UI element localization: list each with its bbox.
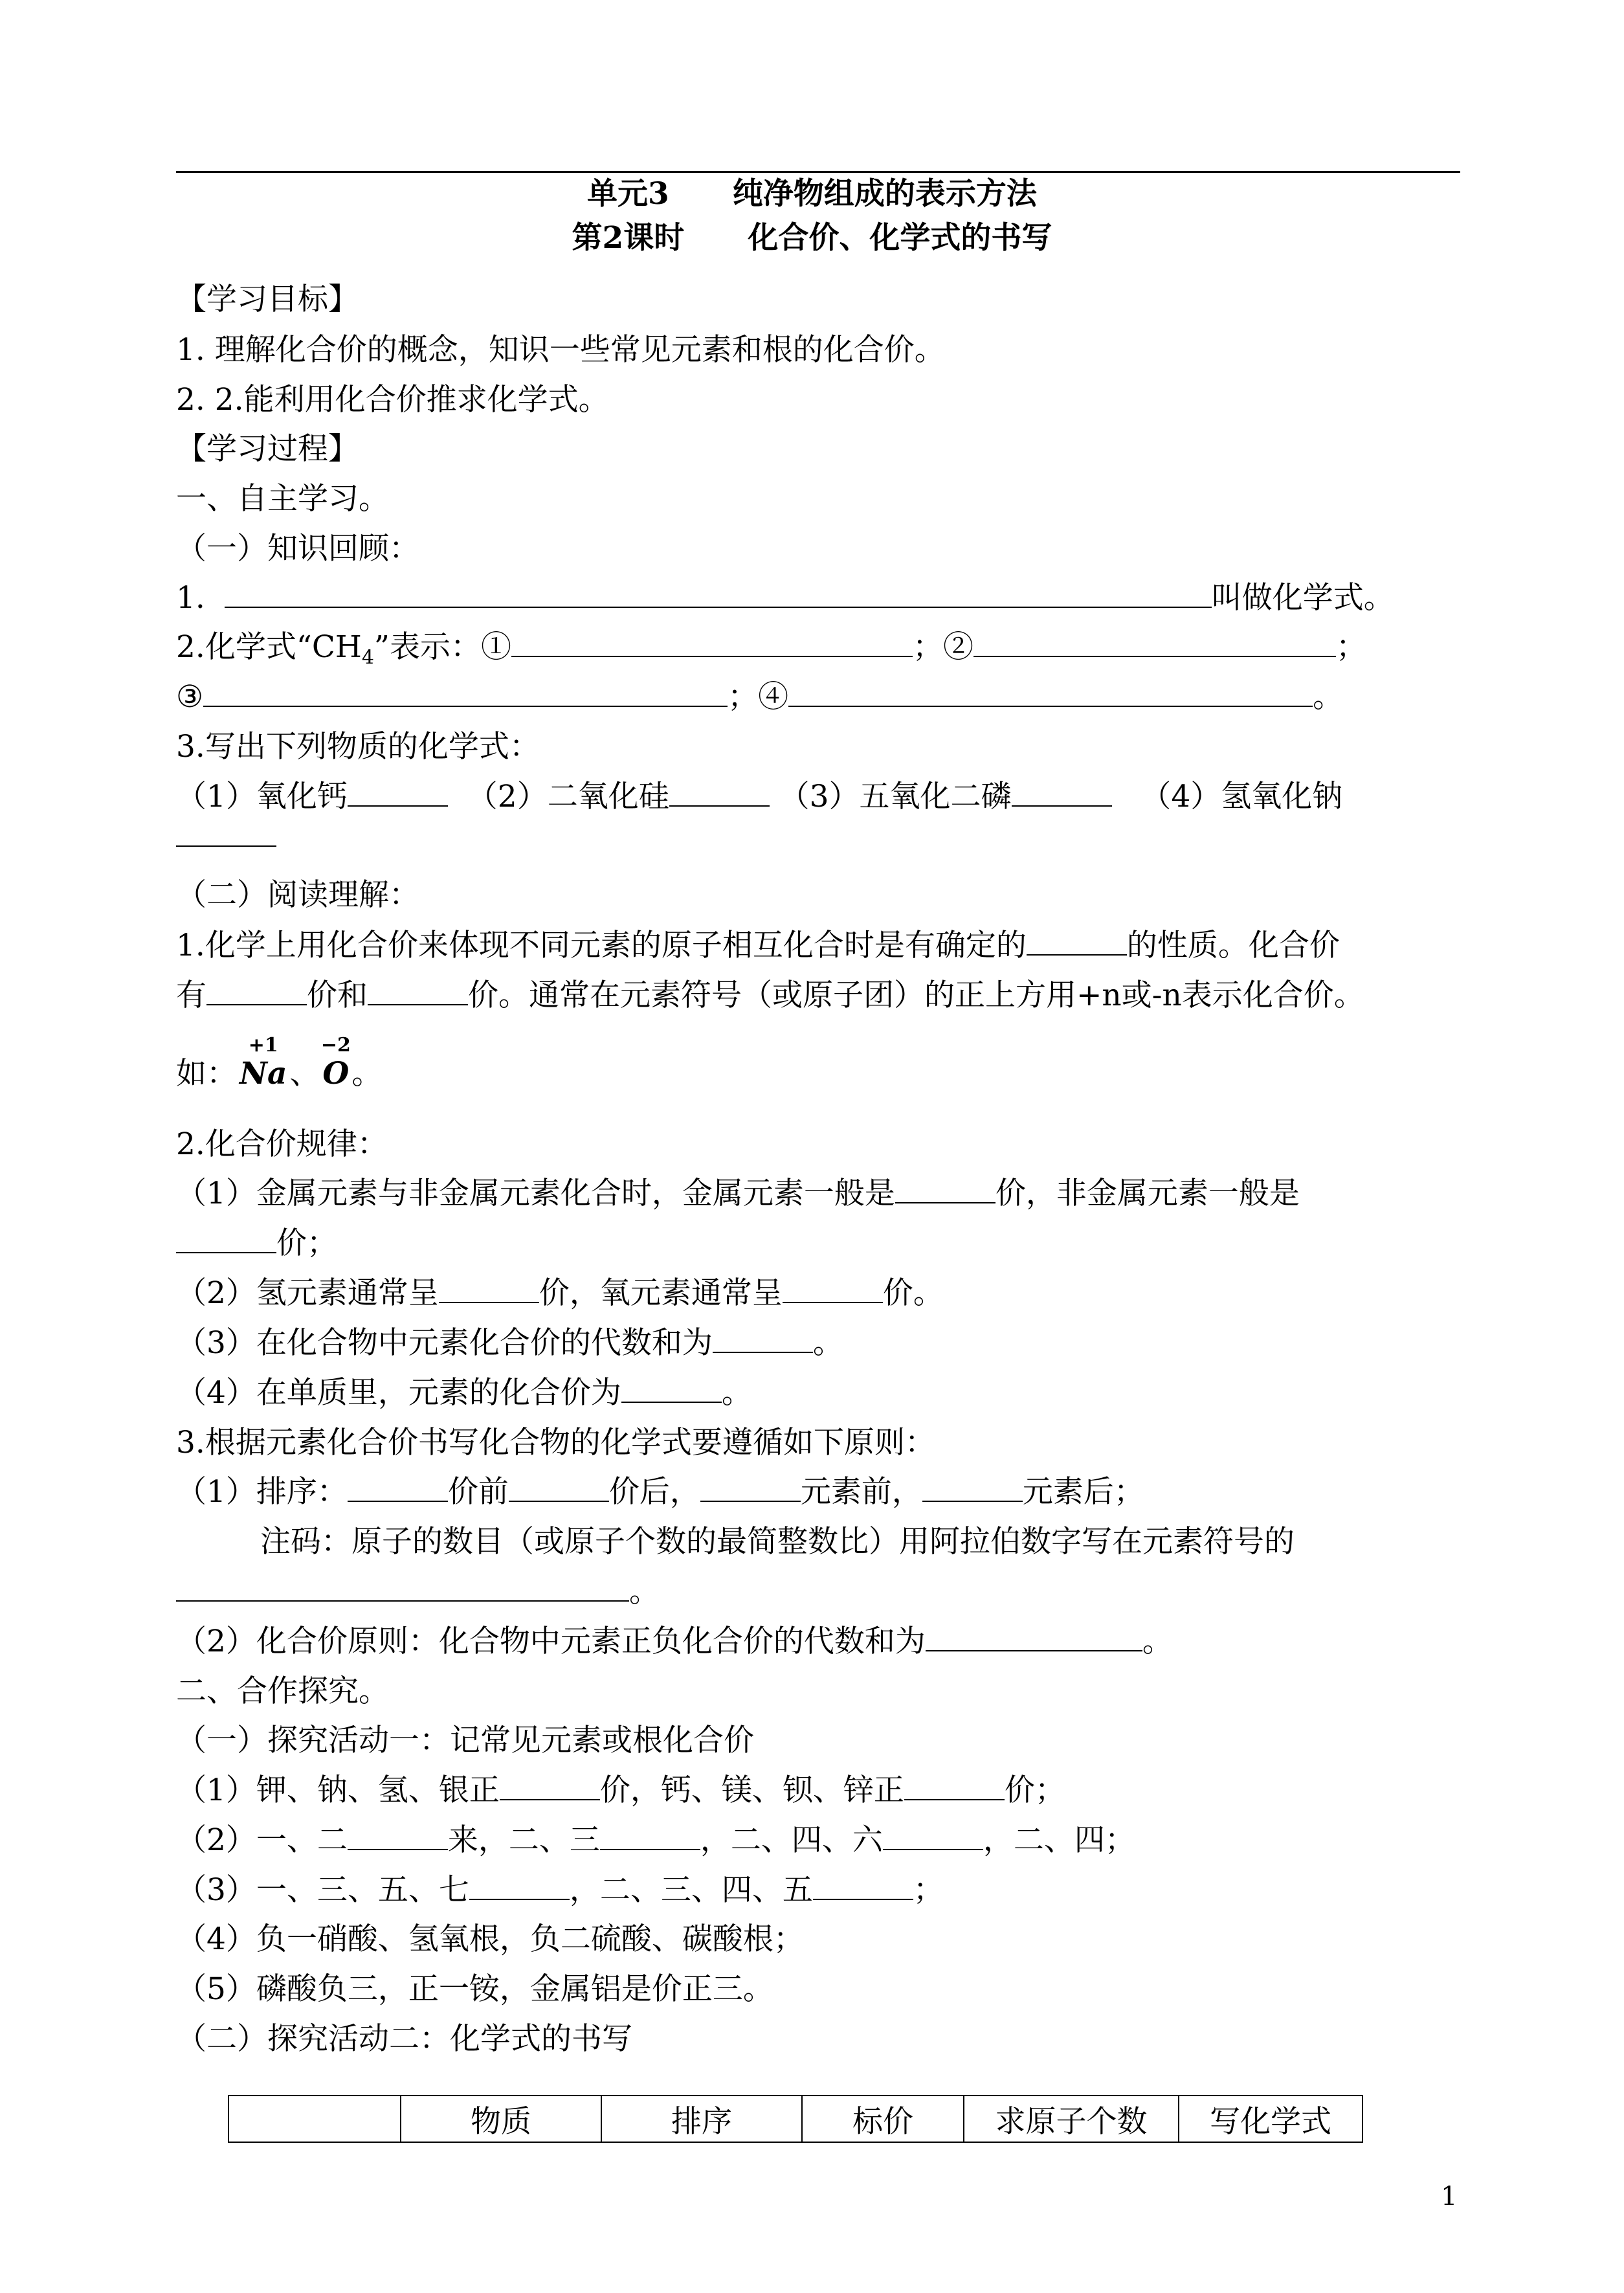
activity2-heading: （二）探究活动二：化学式的书写 <box>176 2021 632 2057</box>
w1-note-blank[interactable] <box>176 1572 629 1602</box>
process-heading: 【学习过程】 <box>176 431 359 467</box>
activity1-line-1 <box>176 1771 1065 1811</box>
q2-blank-2[interactable] <box>973 627 1336 657</box>
sodium-symbol: Na <box>239 1056 287 1091</box>
table-header-cell: 求原子个数 <box>964 2096 1179 2142</box>
a1-blank-2[interactable] <box>904 1771 1005 1800</box>
rule1c: 价； <box>276 1225 337 1261</box>
write-heading: 3.根据元素化合价书写化合物的化学式要遵循如下原则： <box>176 1425 935 1460</box>
part1-heading: 一、自主学习。 <box>176 481 389 517</box>
w1d: 元素前， <box>800 1474 922 1510</box>
a2c: ，二、四、六 <box>700 1822 883 1858</box>
a2-blank-1[interactable] <box>348 1820 448 1850</box>
q3-item-1: （1）氧化钙 <box>176 779 348 814</box>
rule1-blank-1[interactable] <box>895 1174 996 1203</box>
w2a: （2）化合价原则：化合物中元素正负化合价的代数和为 <box>176 1624 926 1659</box>
rule4b: 。 <box>721 1375 752 1411</box>
rules-heading: 2.化合价规律： <box>176 1126 388 1162</box>
a2a: （2）一、二 <box>176 1822 348 1858</box>
q2b-mid: ；④ <box>728 679 789 715</box>
q2b-end: 。 <box>1313 679 1344 715</box>
q3-blank-2[interactable] <box>669 777 770 807</box>
a1b: 价，钙、镁、钡、锌正 <box>599 1773 904 1808</box>
a1a: （1）钾、钠、氢、银正 <box>176 1773 500 1808</box>
objectives-heading: 【学习目标】 <box>176 282 359 317</box>
table-header-row <box>228 2096 1363 2142</box>
rule3b: 。 <box>812 1325 843 1361</box>
rule1b: 价，非金属元素一般是 <box>995 1176 1300 1211</box>
activity1-line-4: （4）负一硝酸、氢氧根，负二硫酸、碳酸根； <box>176 1921 804 1957</box>
table-header-cell <box>228 2096 401 2142</box>
example-prefix: 如： <box>176 1056 237 1091</box>
r1c1: 有 <box>176 978 206 1013</box>
question-3-items <box>176 777 1460 817</box>
q2-end: ； <box>1335 629 1366 665</box>
a3c: ； <box>913 1872 944 1908</box>
w1-note-end: 。 <box>629 1574 660 1609</box>
a2-blank-3[interactable] <box>883 1820 983 1850</box>
rule-4 <box>176 1373 752 1413</box>
lesson-title: 第2课时 化合价、化学式的书写 <box>572 220 1052 256</box>
q3-item-4: （4）氢氧化钠 <box>1140 779 1343 814</box>
w2-blank[interactable] <box>926 1622 1142 1651</box>
r1-blank-1[interactable] <box>1027 926 1127 956</box>
rule2a: （2）氢元素通常呈 <box>176 1275 439 1311</box>
r1-blank-3[interactable] <box>368 976 468 1005</box>
oxygen-valence <box>320 1034 351 1094</box>
rule3a: （3）在化合物中元素化合价的代数和为 <box>176 1325 713 1361</box>
w1a: （1）排序： <box>176 1474 348 1510</box>
q3-item-2: （2）二氧化硅 <box>467 779 669 814</box>
q3-blank-3[interactable] <box>1012 777 1112 807</box>
formula-table <box>228 2095 1363 2143</box>
a2d: ，二、四； <box>983 1822 1135 1858</box>
w1-blank-3[interactable] <box>700 1472 801 1502</box>
rule2b: 价，氧元素通常呈 <box>539 1275 783 1311</box>
w1e: 元素后； <box>1022 1474 1144 1510</box>
q2-blank-4[interactable] <box>788 677 1313 707</box>
reading-heading: （二）阅读理解： <box>176 877 419 913</box>
activity1-line-2 <box>176 1820 1135 1861</box>
w1c: 价后， <box>608 1474 700 1510</box>
a1-blank-1[interactable] <box>500 1771 600 1800</box>
reading-1b <box>176 976 1364 1016</box>
q3-blank-4-line <box>176 817 276 857</box>
reading-1a <box>176 926 1340 966</box>
example-end: 。 <box>351 1056 383 1091</box>
part2-heading: 二、合作探究。 <box>176 1673 389 1709</box>
table-header-cell: 标价 <box>802 2096 964 2142</box>
q2-mid: ；② <box>912 629 973 665</box>
a3-blank-1[interactable] <box>469 1870 570 1900</box>
q2-after: ”表示：① <box>373 629 511 665</box>
rule2-blank-2[interactable] <box>783 1273 883 1303</box>
review-heading: （一）知识回顾： <box>176 531 419 566</box>
rule4a: （4）在单质里，元素的化合价为 <box>176 1375 621 1411</box>
question-2 <box>176 627 1366 678</box>
objective-1: 1. 理解化合价的概念，知识一些常见元素和根的化合价。 <box>176 332 945 368</box>
activity1-line-5: （5）磷酸负三，正一铵，金属铝是价正三。 <box>176 1971 773 2007</box>
a3b: ，二、三、四、五 <box>569 1872 813 1908</box>
q2-subscript: 4 <box>361 646 374 669</box>
rule-2 <box>176 1273 944 1314</box>
w1-blank-2[interactable] <box>509 1472 609 1502</box>
q3-blank-1[interactable] <box>348 777 448 807</box>
rule1-blank-2[interactable] <box>176 1224 276 1253</box>
q1-prefix: 1. <box>176 580 205 616</box>
activity1-heading: （一）探究活动一：记常见元素或根化合价 <box>176 1723 754 1758</box>
w1-blank-1[interactable] <box>348 1472 448 1502</box>
a3a: （3）一、三、五、七 <box>176 1872 469 1908</box>
q1-blank[interactable] <box>225 578 1212 608</box>
rule1a: （1）金属元素与非金属元素化合时，金属元素一般是 <box>176 1176 895 1211</box>
oxygen-symbol: O <box>322 1056 350 1091</box>
q2b-start: ③ <box>176 679 204 715</box>
r1b: 的性质。化合价 <box>1126 928 1340 963</box>
example-separator: 、 <box>289 1056 320 1091</box>
table-header-cell: 写化学式 <box>1179 2096 1363 2142</box>
r1c2: 价和 <box>307 978 368 1013</box>
question-3: 3.写出下列物质的化学式： <box>176 729 540 765</box>
question-2b <box>176 677 1343 717</box>
w2b: 。 <box>1142 1624 1173 1659</box>
w1-blank-4[interactable] <box>922 1472 1023 1502</box>
r1-blank-2[interactable] <box>206 976 307 1005</box>
q1-suffix: 叫做化学式。 <box>1211 580 1394 616</box>
question-1 <box>176 578 1394 618</box>
a3-blank-2[interactable] <box>813 1870 913 1900</box>
valence-example <box>176 1034 383 1094</box>
rule-1 <box>176 1174 1300 1214</box>
oxygen-valence-number: −2 <box>320 1034 351 1057</box>
objective-2: 2. 2.能利用化合价推求化学式。 <box>176 382 609 418</box>
q3-item-3: （3）五氧化二磷 <box>779 779 1012 814</box>
write-rule-2 <box>176 1622 1173 1662</box>
a1c: 价； <box>1004 1773 1065 1808</box>
q2-blank-1[interactable] <box>511 627 913 657</box>
write-rule-1 <box>176 1472 1144 1512</box>
table-header-cell: 物质 <box>401 2096 601 2142</box>
q2-prefix: 2.化学式“CH <box>176 629 362 665</box>
rule-1-cont <box>176 1224 337 1264</box>
r1a: 1.化学上用化合价来体现不同元素的原子相互化合时是有确定的 <box>176 928 1027 963</box>
a2-blank-2[interactable] <box>600 1820 700 1850</box>
write-note-cont <box>176 1572 660 1612</box>
q3-blank-4[interactable] <box>176 817 276 847</box>
q2-blank-3[interactable] <box>203 677 728 707</box>
r1c3: 价。通常在元素符号（或原子团）的正上方用+n或-n表示化合价。 <box>468 978 1364 1013</box>
table-header-cell: 排序 <box>601 2096 802 2142</box>
rule4-blank[interactable] <box>621 1373 722 1403</box>
write-note: 注码：原子的数目（或原子个数的最简整数比）用阿拉伯数字写在元素符号的 <box>260 1524 1295 1560</box>
rule2-blank-1[interactable] <box>439 1273 539 1303</box>
activity1-line-3 <box>176 1870 944 1910</box>
a2b: 来，二、三 <box>447 1822 600 1858</box>
sodium-valence-number: +1 <box>248 1034 278 1057</box>
page-number: 1 <box>1441 2182 1458 2211</box>
w1b: 价前 <box>447 1474 509 1510</box>
unit-title: 单元3 纯净物组成的表示方法 <box>587 176 1037 212</box>
rule3-blank[interactable] <box>713 1323 813 1353</box>
rule2c: 价。 <box>882 1275 944 1311</box>
sodium-valence <box>239 1034 287 1094</box>
rule-3 <box>176 1323 843 1363</box>
